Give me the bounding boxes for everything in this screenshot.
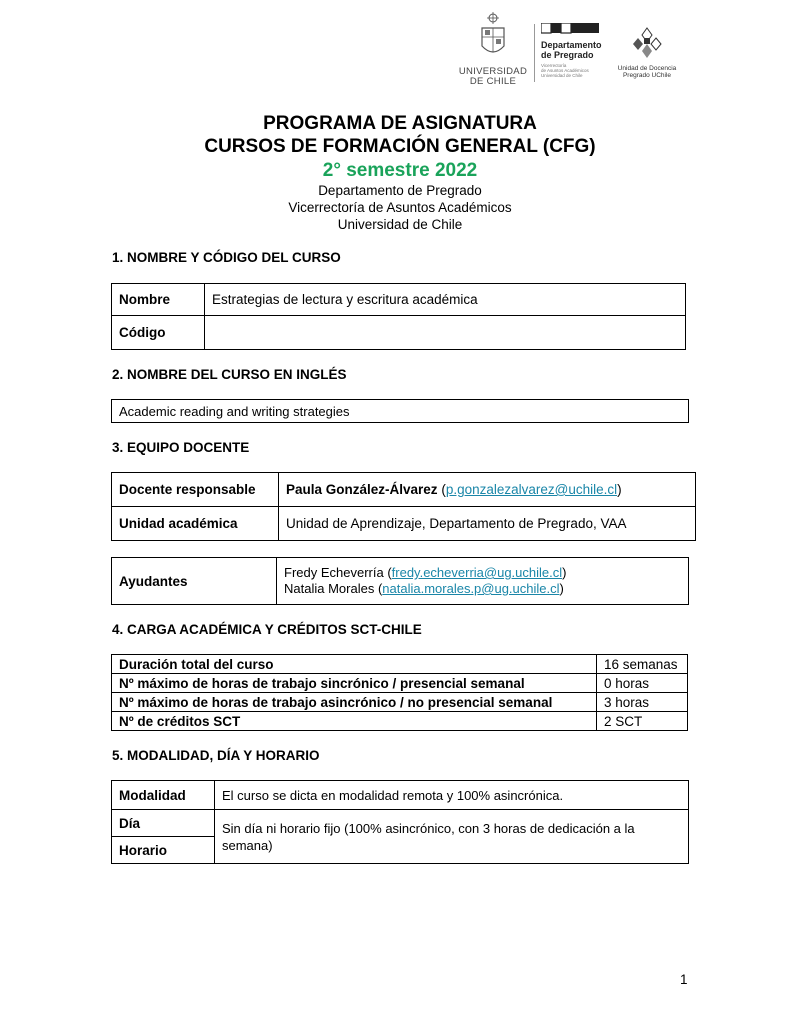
subtitle-departamento: Departamento de Pregrado xyxy=(318,183,482,198)
modalidad-value: El curso se dicta en modalidad remota y 100% asincrónica. xyxy=(215,781,689,810)
english-name-table xyxy=(111,399,689,423)
horario-label: Horario xyxy=(112,837,215,864)
codigo-label: Código xyxy=(112,316,205,350)
unidad-docencia-icon xyxy=(630,26,664,60)
departamento-pregrado-logo xyxy=(541,22,611,78)
english-name-value: Academic reading and writing strategies xyxy=(112,400,689,423)
docente-value: Paula González-Álvarez (p.gonzalezalvarez@uchile.cl) xyxy=(279,473,696,507)
subtitle-universidad: Universidad de Chile xyxy=(337,217,463,232)
ayudante-email-link[interactable]: fredy.echeverria@ug.uchile.cl xyxy=(391,565,563,580)
docente-email-link[interactable]: p.gonzalezalvarez@uchile.cl xyxy=(445,482,618,497)
unidad-academica-value: Unidad de Aprendizaje, Departamento de Pregrado, VAA xyxy=(279,507,696,541)
carga-row-value: 16 semanas xyxy=(597,655,688,674)
departamento-sub-line1: Vicerrectoría xyxy=(541,63,567,68)
header-divider xyxy=(534,24,535,82)
ayudantes-label: Ayudantes xyxy=(112,558,277,605)
carga-row-label: Duración total del curso xyxy=(112,655,597,674)
departamento-name-line1: Departamento xyxy=(541,40,602,50)
ayudante-email-link[interactable]: natalia.morales.p@ug.uchile.cl xyxy=(382,581,560,596)
subtitle-vicerrectoria: Vicerrectoría de Asuntos Académicos xyxy=(288,200,512,215)
departamento-blocks-icon xyxy=(541,23,601,35)
title-line1: PROGRAMA DE ASIGNATURA xyxy=(263,113,537,134)
unidad-name-line1: Unidad de Docencia xyxy=(617,65,677,72)
section2-heading: 2. NOMBRE DEL CURSO EN INGLÉS xyxy=(112,367,347,382)
dia-horario-value: Sin día ni horario fijo (100% asincrónico, con 3 horas de dedicación a la semana) xyxy=(215,810,689,864)
nombre-value: Estrategias de lectura y escritura académica xyxy=(205,284,686,316)
carga-row-value: 0 horas xyxy=(597,674,688,693)
section4-heading: 4. CARGA ACADÉMICA Y CRÉDITOS SCT-CHILE xyxy=(112,622,422,637)
docente-name: Paula González-Álvarez xyxy=(286,482,438,497)
page-number: 1 xyxy=(680,972,688,987)
unidad-docencia-logo xyxy=(614,26,680,79)
section5-heading: 5. MODALIDAD, DÍA Y HORARIO xyxy=(112,748,320,763)
codigo-value xyxy=(205,316,686,350)
carga-row-value: 3 horas xyxy=(597,693,688,712)
carga-row-label: Nº máximo de horas de trabajo asincrónico / no presencial semanal xyxy=(112,693,597,712)
carga-academica-table xyxy=(111,654,688,731)
departamento-name-line2: de Pregrado xyxy=(541,50,594,60)
uchile-crest-icon xyxy=(476,12,510,62)
carga-row-label: Nº de créditos SCT xyxy=(112,712,597,731)
universidad-de-chile-logo xyxy=(455,12,531,87)
unidad-name-line2: Pregrado UChile xyxy=(622,72,672,79)
departamento-sub-line3: Universidad de Chile xyxy=(541,73,583,78)
ayudante-name: Fredy Echeverría xyxy=(284,565,384,580)
docente-table xyxy=(111,472,696,541)
carga-row-label: Nº máximo de horas de trabajo sincrónico / presencial semanal xyxy=(112,674,597,693)
section3-heading: 3. EQUIPO DOCENTE xyxy=(112,440,250,455)
ayudante-name: Natalia Morales xyxy=(284,581,375,596)
uchile-name-line2: DE CHILE xyxy=(469,76,517,87)
ayudante-row: Natalia Morales (natalia.morales.p@ug.uchile.cl) xyxy=(284,581,564,596)
nombre-label: Nombre xyxy=(112,284,205,316)
dia-label: Día xyxy=(112,810,215,837)
ayudante-row: Fredy Echeverría (fredy.echeverria@ug.uchile.cl) xyxy=(284,565,567,580)
unidad-academica-label: Unidad académica xyxy=(112,507,279,541)
carga-row-value: 2 SCT xyxy=(597,712,688,731)
uchile-name-line1: UNIVERSIDAD xyxy=(458,66,528,77)
ayudantes-list xyxy=(277,558,689,605)
modalidad-table xyxy=(111,780,689,864)
ayudantes-table xyxy=(111,557,689,605)
semester-title: 2° semestre 2022 xyxy=(322,160,478,181)
docente-label: Docente responsable xyxy=(112,473,279,507)
modalidad-label: Modalidad xyxy=(112,781,215,810)
section1-heading: 1. NOMBRE Y CÓDIGO DEL CURSO xyxy=(112,250,341,265)
title-line2: CURSOS DE FORMACIÓN GENERAL (CFG) xyxy=(204,136,596,157)
course-name-table xyxy=(111,283,686,350)
departamento-sub-line2: de Asuntos Académicos xyxy=(541,68,589,73)
